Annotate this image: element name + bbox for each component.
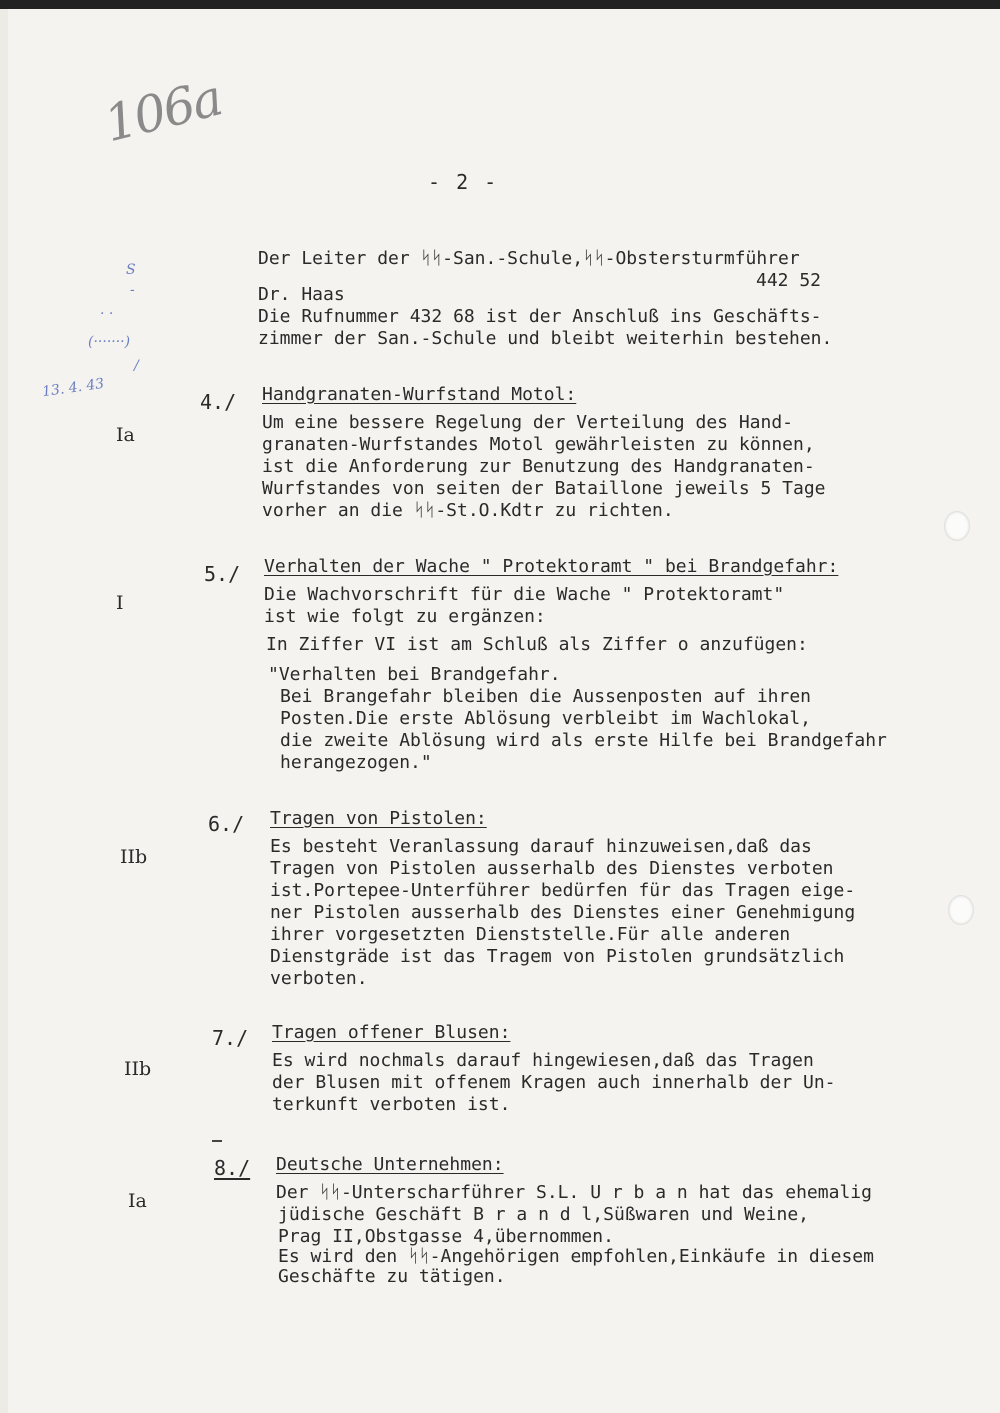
section-number: 6./: [208, 812, 245, 836]
section-title: Deutsche Unternehmen:: [276, 1154, 504, 1175]
section-line: Der ᛋᛋ-Unterscharführer S.L. U r b a n hat das ehemalig: [276, 1182, 872, 1203]
intro-line: zimmer der San.-Schule und bleibt weiterhin bestehen.: [258, 328, 833, 349]
stamp-line: (·······): [88, 334, 131, 350]
section-code: IIb: [124, 1058, 152, 1080]
section-line: Prag II,Obstgasse 4,übernommen.: [278, 1226, 614, 1247]
section-line: verboten.: [270, 968, 368, 989]
section-line: terkunft verboten ist.: [272, 1094, 511, 1115]
blue-pencil-annotation: [38, 262, 198, 412]
section-title: Tragen von Pistolen:: [270, 808, 487, 829]
section-line: jüdische Geschäft B r a n d l,Süßwaren und Weine,: [278, 1204, 810, 1225]
stamp-line: -: [130, 282, 135, 298]
section-line: Es besteht Veranlassung darauf hinzuweisen,daß das: [270, 836, 812, 857]
section-line: vorher an die ᛋᛋ-St.O.Kdtr zu richten.: [262, 500, 674, 521]
stamp-line: · ·: [100, 306, 114, 322]
section-line: Um eine bessere Regelung der Verteilung des Hand-: [262, 412, 794, 433]
section-line: In Ziffer VI ist am Schluß als Ziffer o anzufügen:: [266, 634, 808, 655]
section-line: Es wird den ᛋᛋ-Angehörigen empfohlen,Einkäufe in diesem: [278, 1246, 874, 1267]
section-line: ihrer vorgesetzten Dienststelle.Für alle anderen: [270, 924, 791, 945]
section-line: ner Pistolen ausserhalb des Dienstes einer Genehmigung: [270, 902, 856, 923]
section-code: Ia: [116, 424, 135, 446]
section-code: IIb: [120, 846, 148, 868]
stamp-line: 13. 4. 43: [41, 375, 106, 401]
section-line: Wurfstandes von seiten der Bataillone jeweils 5 Tage: [262, 478, 826, 499]
section-title: Verhalten der Wache " Protektoramt " bei Brandgefahr:: [264, 556, 839, 577]
section-line: Tragen von Pistolen ausserhalb des Dienstes verboten: [270, 858, 834, 879]
quote-line: herangezogen.": [280, 752, 432, 773]
handwritten-archive-number: 106a: [98, 68, 227, 154]
scan-top-edge: [0, 0, 1000, 9]
section-title: Tragen offener Blusen:: [272, 1022, 511, 1043]
quote-line: Bei Brangefahr bleiben die Aussenposten auf ihren: [280, 686, 812, 707]
section-line: Es wird nochmals darauf hingewiesen,daß das Tragen: [272, 1050, 814, 1071]
section-line: der Blusen mit offenem Kragen auch innerhalb der Un-: [272, 1072, 836, 1093]
stamp-line: S: [126, 262, 136, 278]
intro-line: Dr. Haas: [258, 284, 345, 305]
section-line: Geschäfte zu tätigen.: [278, 1266, 506, 1287]
section-number: 7./: [212, 1026, 249, 1050]
punch-hole-lower: [948, 895, 974, 925]
section-number: 4./: [200, 390, 237, 414]
section-line: ist wie folgt zu ergänzen:: [264, 606, 546, 627]
margin-dash: [212, 1140, 222, 1142]
section-code: I: [116, 592, 124, 614]
section-number: 8./: [214, 1156, 251, 1180]
stamp-line: /: [134, 358, 139, 374]
intro-line: Der Leiter der ᛋᛋ-San.-Schule,ᛋᛋ-Obstersturmführer: [258, 248, 800, 269]
section-line: granaten-Wurfstandes Motol gewährleisten zu können,: [262, 434, 815, 455]
page-number: - 2 -: [428, 170, 499, 194]
punch-hole-upper: [944, 511, 970, 541]
section-line: ist die Anforderung zur Benutzung des Handgranaten-: [262, 456, 815, 477]
quote-line: die zweite Ablösung wird als erste Hilfe bei Brandgefahr: [280, 730, 887, 751]
intro-phone: 442 52: [756, 270, 822, 291]
section-number: 5./: [204, 562, 241, 586]
section-title: Handgranaten-Wurfstand Motol:: [262, 384, 577, 405]
section-line: ist.Portepee-Unterführer bedürfen für das Tragen eige-: [270, 880, 856, 901]
intro-line: Die Rufnummer 432 68 ist der Anschluß ins Geschäfts-: [258, 306, 822, 327]
section-line: Die Wachvorschrift für die Wache " Protektoramt": [264, 584, 785, 605]
section-line: Dienstgräde ist das Tragem von Pistolen grundsätzlich: [270, 946, 845, 967]
section-code: Ia: [128, 1190, 147, 1212]
quote-line: "Verhalten bei Brandgefahr.: [268, 664, 561, 685]
quote-line: Posten.Die erste Ablösung verbleibt im Wachlokal,: [280, 708, 812, 729]
